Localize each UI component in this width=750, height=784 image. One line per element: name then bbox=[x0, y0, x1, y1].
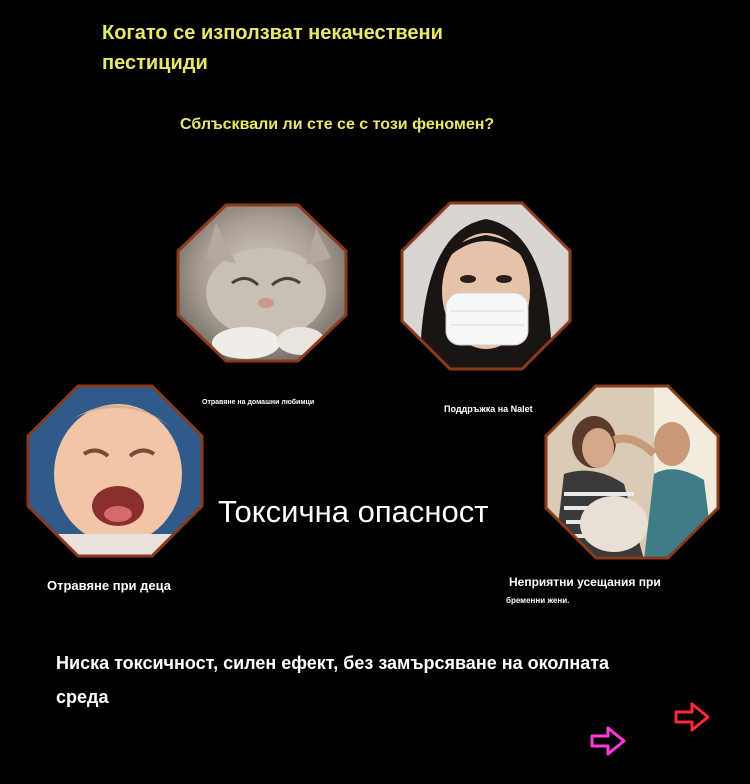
caption-pregnant-line2: бременни жени. bbox=[506, 596, 570, 605]
headline: Когато се използват некачествени пестициди bbox=[102, 22, 443, 74]
masked-woman-photo-frame bbox=[400, 201, 572, 371]
caption-children: Отравяне при деца bbox=[47, 578, 172, 593]
bottom-tagline: Ниска токсичност, силен ефект, без замърсяване на околната среда bbox=[56, 653, 610, 707]
question-text: Сблъсквали ли сте се с този феномен? bbox=[180, 116, 495, 133]
kitten-photo-icon bbox=[176, 203, 348, 363]
arrow-right-icon bbox=[672, 700, 712, 734]
pregnant-woman-photo-frame bbox=[544, 384, 720, 560]
pregnant-woman-photo-icon bbox=[544, 384, 720, 560]
crying-baby-photo-icon bbox=[26, 384, 204, 558]
caption-pregnant: Неприятни усещания при bbox=[509, 575, 661, 589]
masked-woman-photo-icon bbox=[400, 201, 572, 371]
caption-nalet: Поддръжка на Nalet bbox=[444, 404, 533, 414]
arrow-right-secondary-icon bbox=[588, 724, 628, 758]
kitten-photo-frame bbox=[176, 203, 348, 363]
crying-baby-photo-frame bbox=[26, 384, 204, 558]
caption-pets: Отравяне на домашни любимци bbox=[202, 399, 315, 406]
center-title: Токсична опасност bbox=[218, 494, 489, 529]
